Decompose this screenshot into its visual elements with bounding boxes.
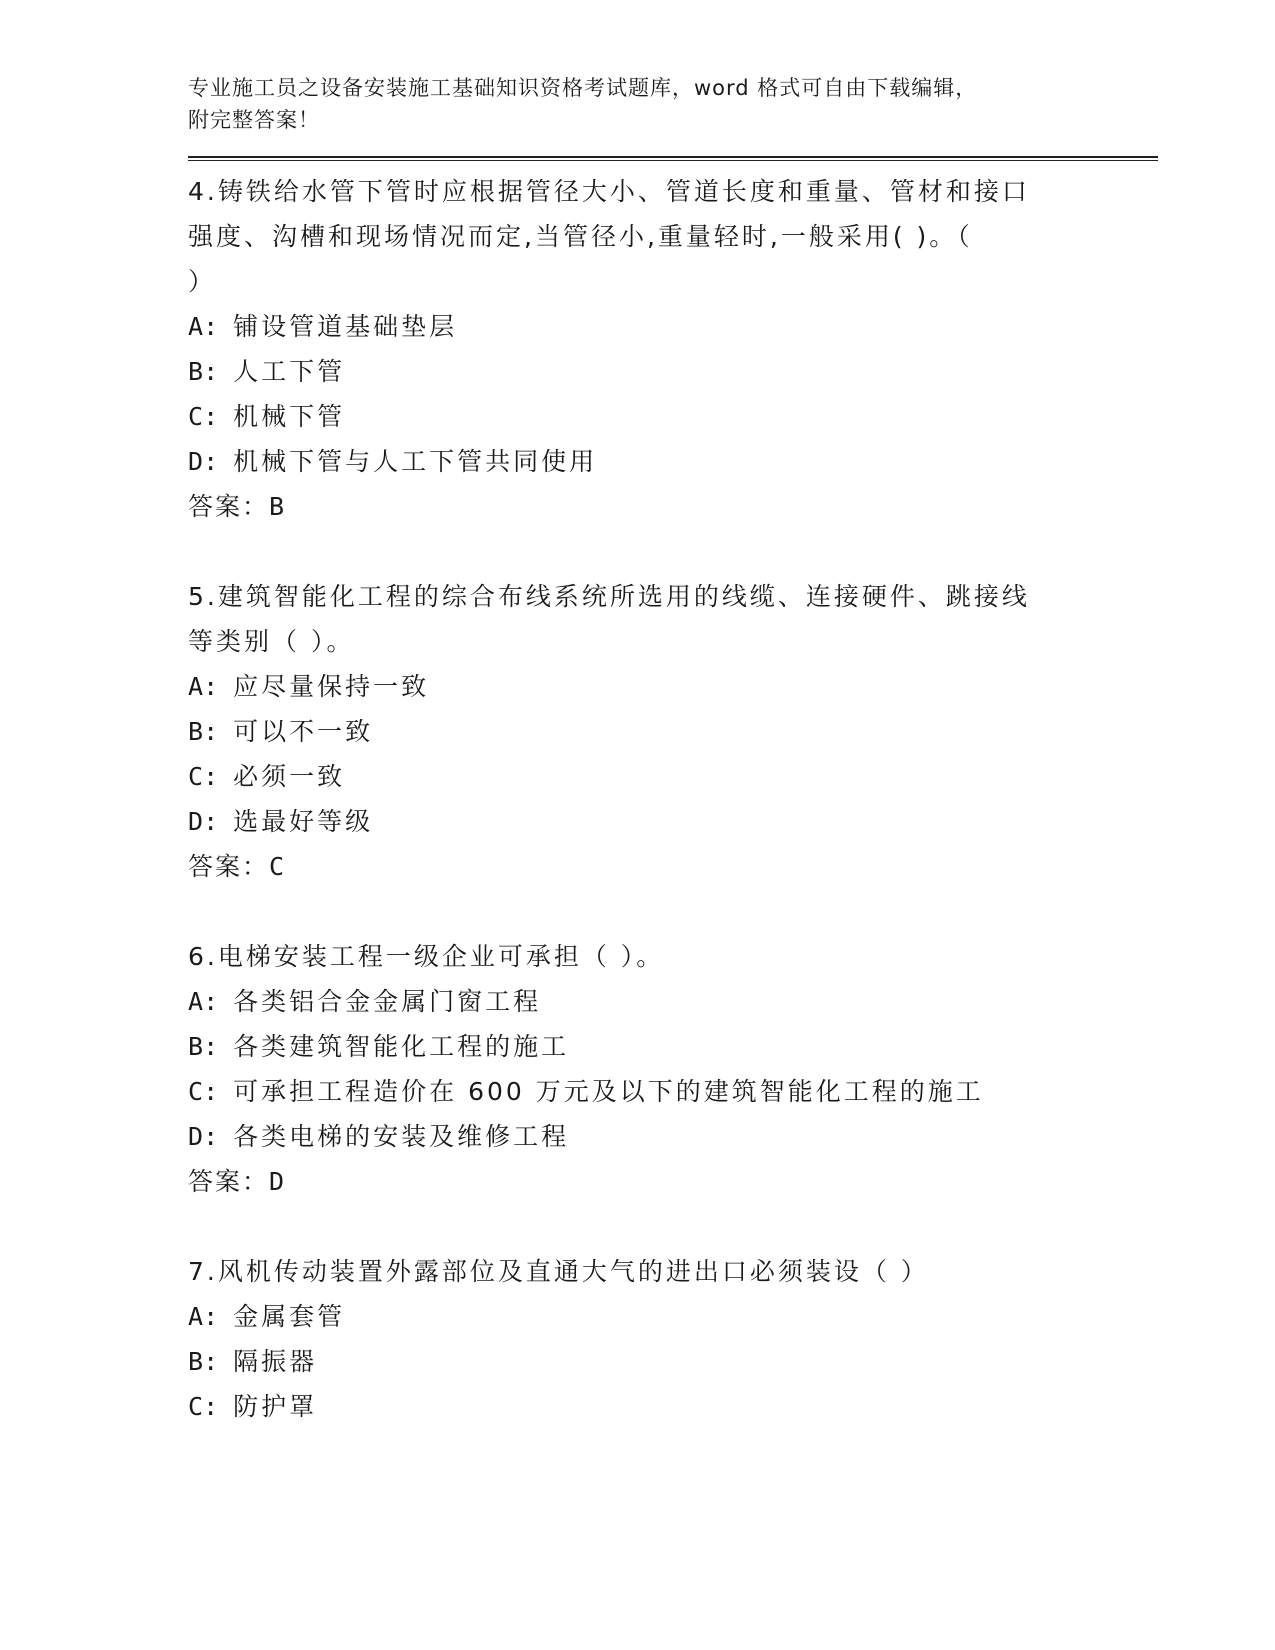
question-text: 7.风机传动装置外露部位及直通大气的进出口必须装设（ ） xyxy=(188,1257,929,1286)
answer-label: 答案： xyxy=(188,492,270,521)
question-4 xyxy=(188,169,1158,530)
answer-line xyxy=(188,484,1158,530)
option-letter: D xyxy=(188,807,204,836)
option-letter: A xyxy=(188,672,204,701)
option-text: 选最好等级 xyxy=(233,807,374,836)
option-letter: A xyxy=(188,312,204,341)
option-text: 必须一致 xyxy=(233,762,346,791)
spacer xyxy=(188,530,1158,574)
option-letter: D xyxy=(188,1122,204,1151)
option-letter: A xyxy=(188,1302,204,1331)
option-separator: : xyxy=(203,807,234,836)
option-text: 各类电梯的安装及维修工程 xyxy=(233,1122,570,1151)
question-5 xyxy=(188,574,1158,890)
question-text: 强度、沟槽和现场情况而定,当管径小,重量轻时,一般采用( )。（ xyxy=(188,222,973,251)
option-text: 金属套管 xyxy=(233,1302,346,1331)
option-letter: B xyxy=(188,1032,204,1061)
option-text: 防护罩 xyxy=(233,1392,318,1421)
spacer xyxy=(188,1205,1158,1249)
option-separator: : xyxy=(203,1077,234,1106)
header-title-line-1: 专业施工员之设备安装施工基础知识资格考试题库，word 格式可自由下载编辑， xyxy=(188,76,978,100)
question-text: 5.建筑智能化工程的综合布线系统所选用的线缆、连接硬件、跳接线 xyxy=(188,582,1030,611)
option-a xyxy=(188,664,1158,709)
header-title-line-2: 附完整答案！ xyxy=(188,108,320,132)
option-b xyxy=(188,709,1158,754)
option-letter: B xyxy=(188,717,204,746)
option-separator: : xyxy=(203,312,234,341)
answer-value: B xyxy=(269,492,285,521)
option-a xyxy=(188,304,1158,349)
option-separator: : xyxy=(203,447,234,476)
option-letter: B xyxy=(188,1347,204,1376)
answer-value: D xyxy=(269,1167,285,1196)
document-page xyxy=(188,72,1158,1429)
answer-value: C xyxy=(269,852,285,881)
spacer xyxy=(188,890,1158,934)
option-text: 应尽量保持一致 xyxy=(233,672,430,701)
option-text: 可以不一致 xyxy=(233,717,374,746)
answer-label: 答案： xyxy=(188,1167,270,1196)
option-separator: : xyxy=(203,1032,234,1061)
option-b xyxy=(188,1024,1158,1069)
option-text: 各类建筑智能化工程的施工 xyxy=(233,1032,570,1061)
option-c xyxy=(188,754,1158,799)
option-letter: C xyxy=(188,1392,204,1421)
option-separator: : xyxy=(203,762,234,791)
option-text: 机械下管 xyxy=(233,402,346,431)
option-text: 可承担工程造价在 600 万元及以下的建筑智能化工程的施工 xyxy=(233,1077,984,1106)
option-separator: : xyxy=(203,357,234,386)
option-text: 人工下管 xyxy=(233,357,346,386)
question-text: 等类别（ ）。 xyxy=(188,627,355,656)
option-letter: C xyxy=(188,1077,204,1106)
option-separator: : xyxy=(203,402,234,431)
option-d xyxy=(188,439,1158,484)
option-separator: : xyxy=(203,717,234,746)
option-d xyxy=(188,799,1158,844)
option-a xyxy=(188,1294,1158,1339)
option-separator: : xyxy=(203,1347,234,1376)
option-letter: B xyxy=(188,357,204,386)
option-letter: C xyxy=(188,762,204,791)
option-b xyxy=(188,1339,1158,1384)
option-text: 机械下管与人工下管共同使用 xyxy=(233,447,598,476)
answer-label: 答案： xyxy=(188,852,270,881)
question-7 xyxy=(188,1249,1158,1429)
answer-line xyxy=(188,844,1158,890)
option-c xyxy=(188,1069,1158,1114)
answer-line xyxy=(188,1159,1158,1205)
question-text: ） xyxy=(188,267,217,296)
option-b xyxy=(188,349,1158,394)
option-c xyxy=(188,394,1158,439)
option-separator: : xyxy=(203,1302,234,1331)
option-letter: D xyxy=(188,447,204,476)
option-separator: : xyxy=(203,1392,234,1421)
option-letter: A xyxy=(188,987,204,1016)
option-c xyxy=(188,1384,1158,1429)
question-text: 6.电梯安装工程一级企业可承担（ ）。 xyxy=(188,942,665,971)
option-d xyxy=(188,1114,1158,1159)
option-text: 隔振器 xyxy=(233,1347,318,1376)
option-separator: : xyxy=(203,672,234,701)
option-text: 铺设管道基础垫层 xyxy=(233,312,458,341)
question-6 xyxy=(188,934,1158,1205)
option-separator: : xyxy=(203,1122,234,1151)
option-text: 各类铝合金金属门窗工程 xyxy=(233,987,542,1016)
header-divider xyxy=(188,156,1158,161)
option-a xyxy=(188,979,1158,1024)
option-separator: : xyxy=(203,987,234,1016)
option-letter: C xyxy=(188,402,204,431)
question-text: 4.铸铁给水管下管时应根据管径大小、管道长度和重量、管材和接口 xyxy=(188,177,1030,206)
